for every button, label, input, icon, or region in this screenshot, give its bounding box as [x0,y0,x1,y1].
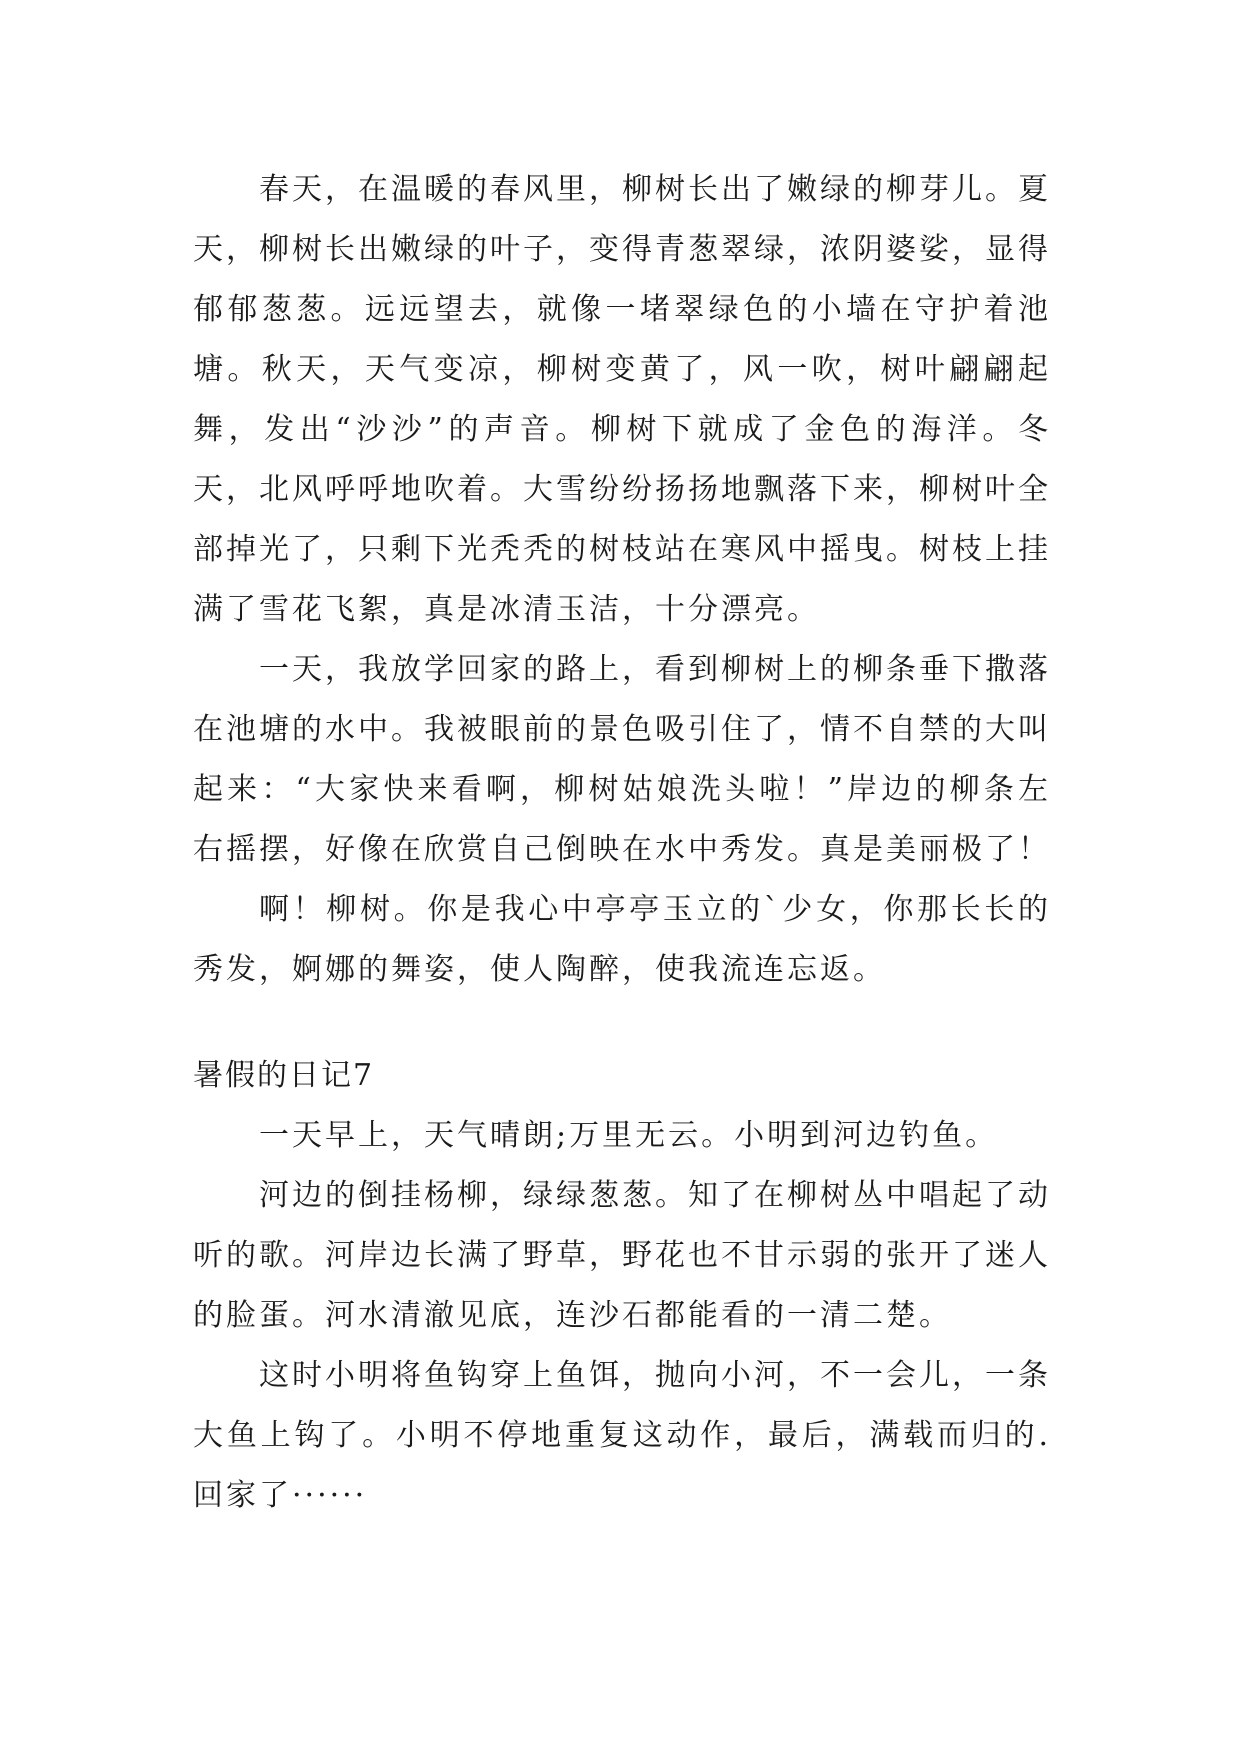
diary-body [193,1106,1051,1526]
paragraph-seasons: 春天，在温暖的春风里，柳树长出了嫩绿的柳芽儿。夏天，柳树长出嫩绿的叶子，变得青葱翠绿，浓阴婆娑，显得郁郁葱葱。远远望去，就像一堵翠绿色的小墙在守护着池塘。秋天，天气变凉，柳树变黄了，风一吹，树叶翩翩起舞，发出“沙沙”的声音。柳树下就成了金色的海洋。冬天，北风呼呼地吹着。大雪纷纷扬扬地飘落下来，柳树叶全部掉光了，只剩下光秃秃的树枝站在寒风中摇曳。树枝上挂满了雪花飞絮，真是冰清玉洁，十分漂亮。 [193,172,1051,627]
paragraph-conclusion: 啊！柳树。你是我心中亭亭玉立的`少女，你那长长的秀发，婀娜的舞姿，使人陶醉，使我流连忘返。 [193,892,1051,987]
paragraph-morning: 一天早上，天气晴朗;万里无云。小明到河边钓鱼。 [259,1118,999,1153]
section-title: 暑假的日记7 [193,1058,375,1093]
paragraph-riverside: 河边的倒挂杨柳，绿绿葱葱。知了在柳树丛中唱起了动听的歌。河岸边长满了野草，野花也不甘示弱的张开了迷人的脸蛋。河水清澈见底，连沙石都能看的一清二楚。 [193,1178,1051,1333]
essay-body-part1 [193,160,1051,1000]
paragraph-fishing: 这时小明将鱼钩穿上鱼饵，抛向小河，不一会儿，一条大鱼上钩了。小明不停地重复这动作，最后，满载而归的.回家了······ [193,1358,1051,1513]
paragraph-after-school: 一天，我放学回家的路上，看到柳树上的柳条垂下撒落在池塘的水中。我被眼前的景色吸引住了，情不自禁的大叫起来：“大家快来看啊，柳树姑娘洗头啦！”岸边的柳条左右摇摆，好像在欣赏自己倒映在水中秀发。真是美丽极了！ [193,652,1051,867]
